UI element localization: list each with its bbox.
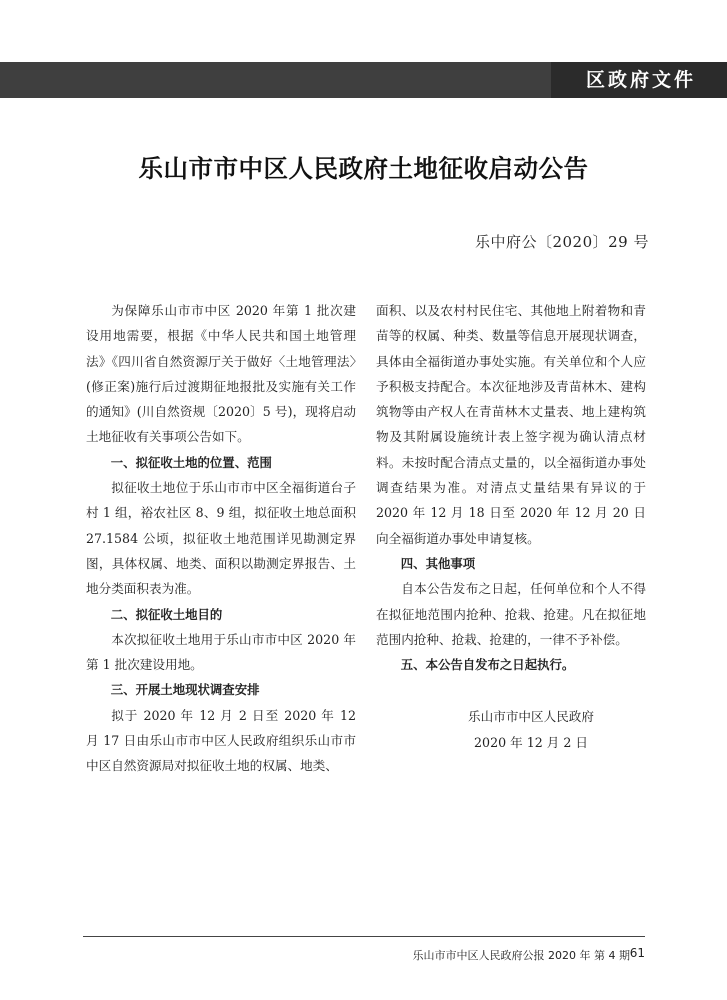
page-title: 乐山市市中区人民政府土地征收启动公告 bbox=[138, 154, 589, 183]
intro-paragraph: 为保障乐山市市中区 2020 年第 1 批次建设用地需要，根据《中华人民共和国土地管理法》《四川省自然资源厅关于做好〈土地管理法〉(修正案)施行后过渡期征地报批及实施有关工作的通知》(川自然资规〔2020〕5 号)，现将启动土地征收有关事项公告如下。 bbox=[86, 303, 356, 445]
section-4-text: 自本公告发布之日起，任何单位和个人不得在拟征地范围内抢种、抢栽、抢建。凡在拟征地范围内抢种、抢栽、抢建的，一律不予补偿。 bbox=[376, 581, 646, 647]
page-number: 61 bbox=[629, 946, 645, 960]
section-3-heading: 三、开展土地现状调查安排 bbox=[110, 682, 260, 698]
left-column bbox=[86, 298, 356, 779]
document-number: 乐中府公〔2020〕29 号 bbox=[474, 233, 649, 251]
section-1-heading: 一、拟征收土地的位置、范围 bbox=[110, 454, 272, 470]
section-4-heading: 四、其他事项 bbox=[400, 555, 476, 571]
footer-publication: 乐山市市中区人民政府公报 2020 年 第 4 期 bbox=[412, 949, 630, 962]
signature-date: 2020 年 12 月 2 日 bbox=[474, 734, 588, 750]
section-2-heading: 二、拟征收土地目的 bbox=[110, 606, 223, 622]
right-column bbox=[376, 298, 646, 755]
section-5-heading: 五、本公告自发布之日起执行。 bbox=[400, 657, 575, 673]
section-3-text-continued: 面积、以及农村村民住宅、其他地上附着物和青苗等的权属、种类、数量等信息开展现状调查，具体由全福街道办事处实施。有关单位和个人应予积极支持配合。本次征地涉及青苗林木、建构筑物等由产权人在青苗林木丈量表、地上建构筑物及其附属设施统计表上签字视为确认清点材料。未按时配合清点丈量的，以全福街道办事处调查结果为准。对清点丈量结果有异议的于 2020 年 12 月 18 日至 2020 年 12 月 20 日向全福街道办事处申请复核。 bbox=[376, 303, 646, 546]
section-3-text-start: 拟于 2020 年 12 月 2 日至 2020 年 12 月 17 日由乐山市市中区人民政府组织乐山市市中区自然资源局对拟征收土地的权属、地类、 bbox=[86, 707, 356, 774]
section-2-text: 本次拟征收土地用于乐山市市中区 2020 年第 1 批次建设用地。 bbox=[86, 631, 356, 673]
footer-divider bbox=[83, 936, 645, 937]
section-label: 区政府文件 bbox=[585, 69, 696, 91]
signature-issuer: 乐山市市中区人民政府 bbox=[468, 709, 594, 725]
section-1-text: 拟征收土地位于乐山市市中区全福街道台子村 1 组，裕农社区 8、9 组，拟征收土地总面积 27.1584 公顷，拟征收土地范围详见勘测定界图，具体权属、地类、面积以勘测定界报告、土地分类面积表为准。 bbox=[86, 480, 356, 597]
